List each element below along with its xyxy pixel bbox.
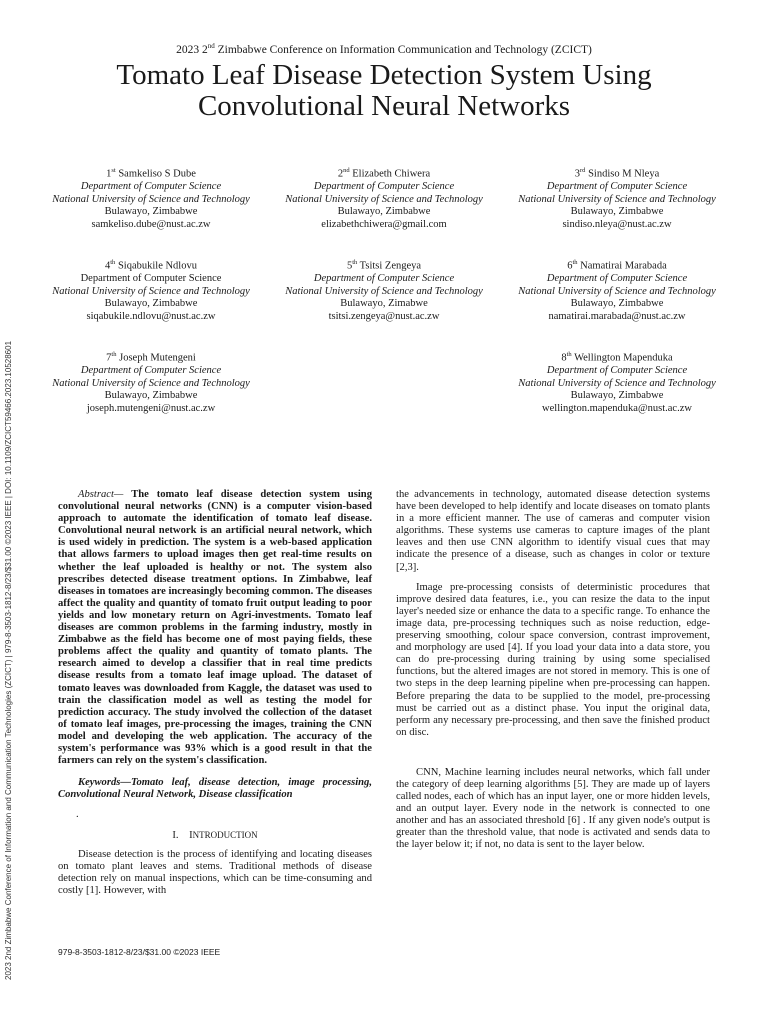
author-2: 2nd Elizabeth Chiwera Department of Computer Science National University of Science and Technology Bulawayo, Zimbabwe elizabethchiwera@gmail.com xyxy=(285,167,483,230)
abstract: Abstract— The tomato leaf disease detection system using convolutional neural networks (CNN) is a computer vision-based approach to automate the identification of tomato leaf disease. Convolutional neural network is an artificial neural network, which is used widely in prediction. The system is a web-based application that allows farmers to upload images then get real-time results on whether the leaf uploaded is healthy or not. The system also prescribes detected disease treatment options. In Zimbabwe, leaf diseases in tomatoes are increasingly becoming common. The diseases affect the quality and quantity of tomato fruit output leading to poor yields and low monetary return on Agri-investments. Tomato leaf diseases are common problems in the farming industry, mostly in Zimbabwe as the field has become one of most paying fields, these problems affect the quality and quantity of tomato plants. The research aimed to develop a classifier that in real time predicts disease results from a tomato leaf image upload. The dataset of tomato leaves was downloaded from Kaggle, the dataset was used to train the classification model as well as testing the model for prediction accuracy. The study involved the collection of the dataset of tomato leaf images, pre-processing the images, training the CNN model and developing the web application. The accuracy of the system's performance was 93% which is a good result in that the farmers can rely on the system's classification. xyxy=(58,489,372,767)
keywords: Keywords—Tomato leaf, disease detection, image processing, Convolutional Neural Network, Disease classification xyxy=(58,777,372,801)
left-column xyxy=(58,489,372,897)
author-8: 8th Wellington Mapenduka Department of Computer Science National University of Science and Technology Bulawayo, Zimbabwe wellington.mapenduka@nust.ac.zw xyxy=(518,351,716,414)
author-5: 5th Tsitsi Zengeya Department of Computer Science National University of Science and Technology Bulawayo, Zimabwe tsitsi.zengeya@nust.ac.zw xyxy=(285,259,483,322)
section-heading-introduction: I. INTRODUCTION xyxy=(172,830,258,842)
paper-title: Tomato Leaf Disease Detection System Using Convolutional Neural Networks xyxy=(116,59,652,122)
paragraph: the advancements in technology, automated disease detection systems have been developed to help identify and locate diseases on tomato plants in a more efficient manner. The use of cameras and computer vision algorithms. These systems use cameras to capture images of the plant leaves and then use CNN algorithm to identify visual cues that may indicate the presence of a disease, such as changes in color or texture [2,3]. xyxy=(396,489,710,573)
stray-mark: . xyxy=(76,809,79,821)
author-3: 3rd Sindiso M Nleya Department of Computer Science National University of Science and Technology Bulawayo, Zimbabwe sindiso.nleya@nust.ac.zw xyxy=(518,167,716,230)
author-6: 6th Namatirai Marabada Department of Computer Science National University of Science and Technology Bulawayo, Zimbabwe namatirai.marabada@nust.ac.zw xyxy=(518,259,716,322)
intro-paragraph: Disease detection is the process of identifying and locating diseases on tomato plant leaves and stems. Traditional methods of disease detection rely on manual inspections, which can be time-consuming and costly [1]. However, with xyxy=(58,848,372,896)
author-4: 4th Siqabukile Ndlovu Department of Computer Science National University of Science and Technology Bulawayo, Zimbabwe siqabukile.ndlovu@nust.ac.zw xyxy=(52,259,250,322)
author-7: 7th Joseph Mutengeni Department of Computer Science National University of Science and Technology Bulawayo, Zimbabwe joseph.mutengeni@nust.ac.zw xyxy=(52,351,250,414)
right-column xyxy=(396,489,710,852)
conference-header: 2023 2nd Zimbabwe Conference on Information Communication and Technology (ZCICT) xyxy=(176,42,592,56)
paragraph: Image pre-processing consists of deterministic procedures that improve desired data features, i.e., you can resize the data to the input layer's needed size or enhance the data to a specific range. To enhance the image data, pre-processing techniques such as noise reduction, edge-preserving smoothing, colour space conversion, contrast improvement, and morphology are used [4]. If you load your data into a data store, you can do pre-processing during training by using some specialised functions, but the altered images are not stored in memory. This is one of two steps in the deep learning pipeline when pre-processing can happen. Before preparing the data to be supplied to the model, pre-processing must be carried out as a distinct phase. You input the original data, perform any necessary pre-processing, and then save the finished product on disc. xyxy=(396,581,710,738)
doi-side-note: 2023 2nd Zimbabwe Conference of Information and Communication Technologies (ZCICT) | 979-8-3503-1812-8/23/$31.00 ©2023 IEEE | DOI: 10.1109/ZCICT59466.2023.10528601 xyxy=(4,340,13,980)
footer-copyright: 979-8-3503-1812-8/23/$31.00 ©2023 IEEE xyxy=(58,947,221,957)
author-1: 1st Samkeliso S Dube Department of Computer Science National University of Science and Technology Bulawayo, Zimbabwe samkeliso.dube@nust.ac.zw xyxy=(52,167,250,230)
paragraph: CNN, Machine learning includes neural networks, which fall under the category of deep learning algorithms [5]. They are made up of layers called nodes, each of which has an input layer, one or more hidden levels, and an output layer. Every node in the network is connected to one another and has an associated threshold [6] . If any given node's output is greater than the threshold value, that node is activated and sends data to the layer below it; if not, no data is sent to the layer below. xyxy=(396,766,710,851)
